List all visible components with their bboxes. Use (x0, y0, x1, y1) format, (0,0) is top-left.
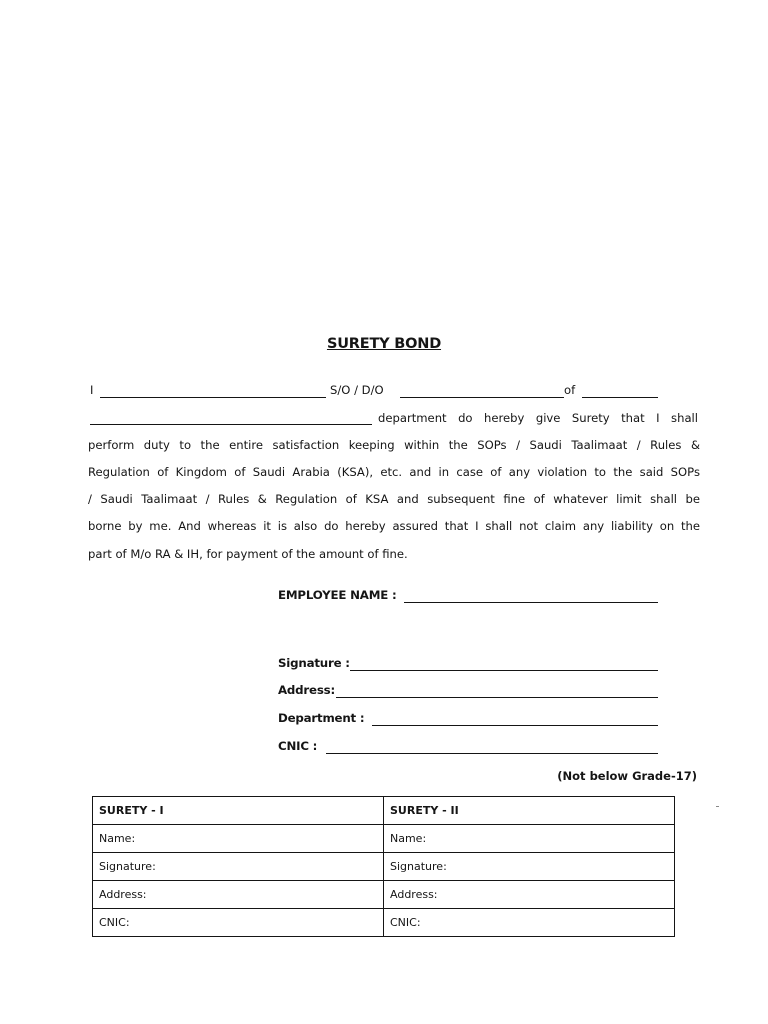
surety-2-cnic-cell[interactable]: CNIC: (384, 909, 675, 937)
signature-field[interactable] (350, 670, 658, 671)
table-row (93, 909, 675, 937)
cnic-label: CNIC : (278, 739, 318, 753)
paragraph-line-3: / Saudi Taalimaat / Rules & Regulation of KSA and subsequent fine of whatever limit shall be (88, 492, 700, 506)
table-row (93, 825, 675, 853)
surety-1-name-cell[interactable]: Name: (93, 825, 384, 853)
surety-table (92, 796, 675, 937)
paragraph-line-1: perform duty to the entire satisfaction keeping within the SOPs / Saudi Taalimaat / Rules & (88, 438, 700, 452)
address-field[interactable] (336, 697, 658, 698)
cnic-field[interactable] (326, 753, 658, 754)
father-name-blank[interactable] (400, 397, 564, 398)
pronoun-i: I (90, 383, 94, 397)
surety-2-name-cell[interactable]: Name: (384, 825, 675, 853)
paragraph-line-2: Regulation of Kingdom of Saudi Arabia (KSA), etc. and in case of any violation to the said SOPs (88, 465, 700, 479)
department-field[interactable] (372, 725, 658, 726)
surety-1-cnic-cell[interactable]: CNIC: (93, 909, 384, 937)
surety-2-address-cell[interactable]: Address: (384, 881, 675, 909)
relation-label: S/O / D/O (330, 383, 384, 397)
grade-note: (Not below Grade-17) (557, 769, 697, 783)
table-row (93, 881, 675, 909)
of-label: of (564, 383, 576, 397)
surety-1-signature-cell[interactable]: Signature: (93, 853, 384, 881)
address-label: Address: (278, 683, 335, 697)
document-title: SURETY BOND (326, 336, 442, 352)
surety-1-address-cell[interactable]: Address: (93, 881, 384, 909)
surety-2-signature-cell[interactable]: Signature: (384, 853, 675, 881)
signature-label: Signature : (278, 656, 350, 670)
table-row (93, 853, 675, 881)
paragraph-line-4: borne by me. And whereas it is also do hereby assured that I shall not claim any liability on the (88, 519, 700, 533)
department-blank[interactable] (90, 424, 372, 425)
scan-mark (716, 806, 719, 807)
employee-name-label: EMPLOYEE NAME : (278, 588, 397, 602)
surety-1-header: SURETY - I (93, 797, 384, 825)
surety-2-header: SURETY - II (384, 797, 675, 825)
declaration-line-1 (88, 383, 700, 401)
table-row (93, 797, 675, 825)
employee-name-field[interactable] (404, 602, 658, 603)
paragraph-line-5: part of M/o RA & IH, for payment of the amount of fine. (88, 547, 408, 561)
of-blank[interactable] (582, 397, 658, 398)
declaration-line-2: department do hereby give Surety that I shall (378, 411, 698, 425)
name-blank[interactable] (100, 397, 326, 398)
department-label: Department : (278, 711, 365, 725)
